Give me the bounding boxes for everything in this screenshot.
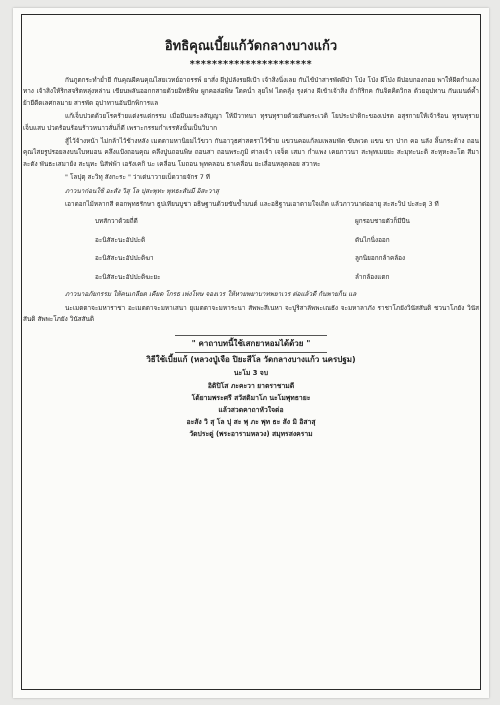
verse-right: ดันไกนิ่งออก [355, 235, 390, 244]
paragraph-4: " โลปุตุ สะวิทุ สังกะระ " ว่าเต่นาวายเบ็ดวายจักร 7 ที [65, 173, 211, 182]
temple-name: วัดประดู่ (พระอารามหลวง) สมุทรสงคราม [189, 430, 313, 439]
document-page [13, 8, 489, 698]
closing-paragraph-2: นะเมตตาจะมหาราชา อะเมตตาจะมหาเสนา ยุเมตตาจะมหาระนา สัพพะสีเนหา จะปูริสาลัพพะเณธัง จะมหาลาภัง ราชาโภยังวินัสสันติ ชวนาโภยัง วินัสสันติ สัพพะโภยัง วินัสสันติ [23, 303, 479, 323]
verse-left: อะนิสัสะนะอัปปะติฆะยะ [95, 272, 161, 281]
closing-paragraph-1: ภาวนาอภัยกรรม ให้คนเกลียด เคียด โกรธ เพ่งโทษ จองเวร ให้หายพยาบาทพยาเวร ต่อแล้วดี กันพายก็น แล [65, 290, 357, 299]
verse-left: อะนิสัสะนะอัปปะติฆา [95, 254, 154, 263]
instruction-line: นะโม 3 จบ [233, 369, 269, 378]
verse-left: อะนิสัสะนะอัปปะติ [95, 235, 146, 244]
instruction-line: แล้วสวดคาถาหัวใจต่อ [218, 405, 284, 414]
instruction-line: โต้ยามพระศรี สวัสติมาโภ นะโมพุทธายะ [191, 393, 311, 402]
instructions-block [23, 353, 479, 440]
paragraph-2: แก้เจ็บปวดด้วยโรคร้ายแต่งรแต่กรรม เมื่อมีนมระลสัญญา ให้มีวาทนา ทุรนทุรายด้วยสันตระเวติ โยประปาติกะของเปรต อสุรกายให้เจ้าร้อน ทุรนทุราย เจ็บแสบ ปวดร้อนร้อนร้าวหนาวสั่นก็ดี เพราะกรรมกำเรรทังนั้นเป็นวิบาก [23, 112, 479, 132]
document-title: อิทธิคุณเบี้ยแก้วัดกลางบางแก้ว [164, 39, 338, 54]
verse-right: ผูกรอบชายตัวก็มีปืน [355, 217, 410, 226]
instruction-line: อิติปิโส ภะคะวา ยาตราชามดี [207, 381, 295, 390]
star-divider: ********************** [189, 59, 313, 70]
verse-left: บทสักวาด้วยถี่ดี [95, 217, 138, 226]
verse-right: ลูกนิยอกกล้าคล้อง [355, 254, 406, 263]
paragraph-1: กันภูตกระทำย่ำยี กันคุณผีคนคุณไสยเวทย์อาถรรพ์ ยาสั่ง ผีปูปลังรยผีเป้า เจ้าสิงนิ่งเลย กันไข้ป่าสารพัดผีป่า โป่ง โป่ง ผีโป่ง ผีปอบกองกอย พาให้ผีตกำแลงทาง เจ้าสิงให้ริกสจริตหลุ่งหล่าน เขียนพลันออกกสายด้วยอิทธิพิษ ผูกคอล่อพิษ ใดคน่ำ ลุยไฟ ไดคลุ้ง รุงค่าง ผีเข้าเจ้าสิง ถ้ากิริกค กันจิตคิดวิกล ด้วยอุปทาน กันเมนต์ค้ำ ย้ายืดืดเลศกลมาย สารพัด อุปาทานอันบีกพิการแล [23, 76, 479, 107]
instructions-heading: วิธีใช้เบี้ยแก้ (หลวงปู่เจือ ปิยะสีโล วัดกลางบางแก้ว นครปฐม) [146, 355, 356, 365]
verse-heading: " คาถาบทนี้ใช้เสกยาหอมได้ด้วย " [175, 335, 327, 353]
verse-right: ลำกล้องแตก [355, 272, 390, 281]
instruction-line: อะสัง วิ สุ โล ปุ สะ พุ ภะ พุท ธะ สัง มิ อิสาสุ [186, 418, 316, 427]
verse-table [95, 216, 479, 283]
paragraph-3: สู้ไว้จ้างหน้า ไม่กล้าไว้ช้างหลัง เมตตามหานิยมไว้ขวา กันอาวุธศาสตราไว้ซ้าย แขวนคอแก้ลมเพลมพัด ขับพวด แขน ขา ปาก คอ นลัง ลิ้นกระด้าง ถอนคุณไสยรูปรอยลงบนใบหมอน คลึงแป้งถอนคุณ คลึงปูนถอนพิษ ถอนสา ถอนพระภูมิ ศาลเจ้า เจจ็ด เสมา กำแพง เคยภาวนา สะพุทเมยยะ สะมุทะนะติ สะหุหะละโต สีมาละตัง พันธะเสมาย้ง สะนุทะ นิสัฟพ้า เอรังเคกิ นะ เคลื่อน โมถอน พุทคลอน ธาเคลื่อน ยะเลื่อนหลุดลอย สวาหะ [23, 137, 479, 168]
paragraph-6: เอาดอกไม้หลากสี ดอกพุทธรักษา ธูปเทียนบูชา อธิษฐานด้วยขันข้ำมนต์ และอธิฐานเอาตามใจเถิด แล้วภาวนาต่ออายุ สะสะวิป ปะสะตุ 3 ที [65, 200, 439, 209]
paragraph-5: ภาวนาก่อนใช้ อะสัง วิสุ โล ปุสะพุทะ พุทธะสันมี อิสะวาสุ [65, 186, 219, 195]
document-body [23, 38, 479, 688]
